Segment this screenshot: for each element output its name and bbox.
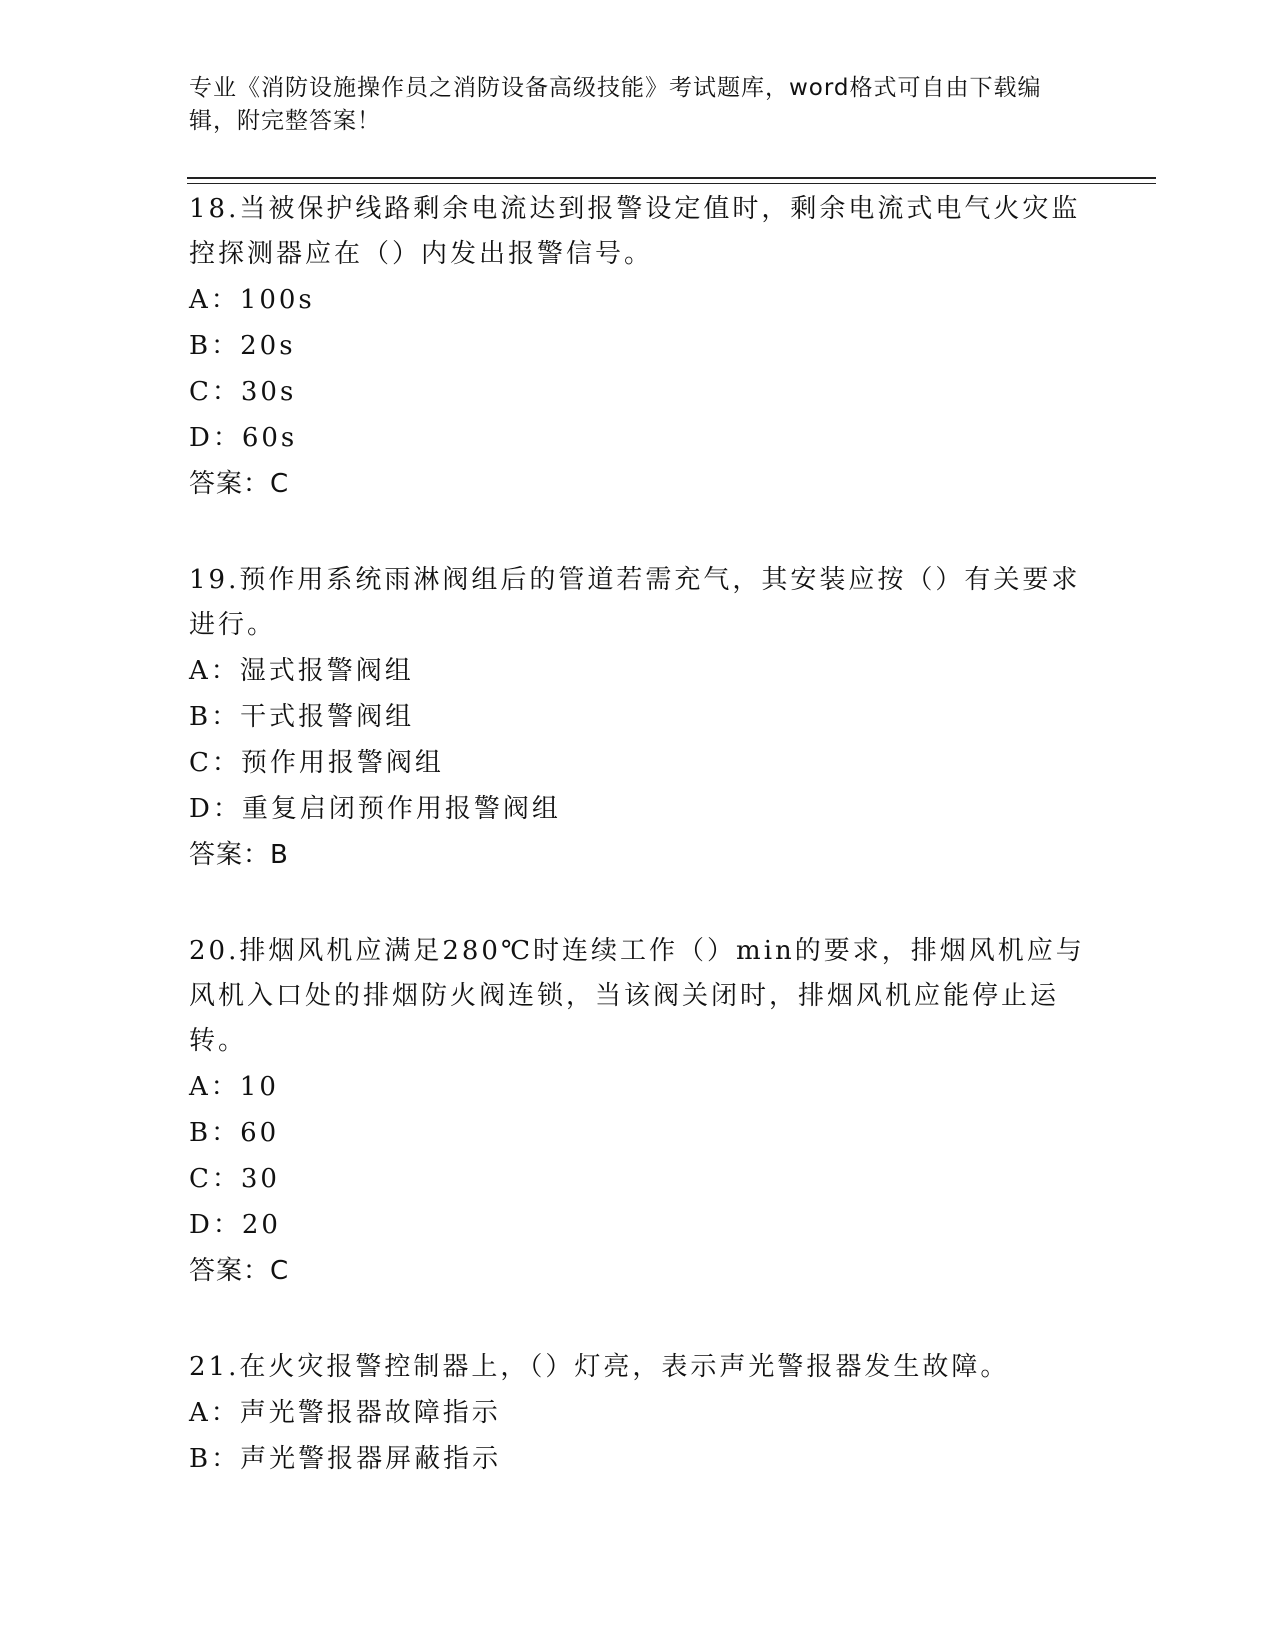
answer-line: 答案：C — [189, 469, 290, 499]
option-a: A：10 — [189, 1072, 279, 1102]
header-divider-thin — [187, 183, 1156, 184]
question-20 — [189, 929, 1089, 1294]
question-18 — [189, 187, 1089, 507]
option-b: B：声光警报器屏蔽指示 — [189, 1444, 502, 1474]
option-b: B：60 — [189, 1118, 280, 1148]
question-stem: 19.预作用系统雨淋阀组后的管道若需充气，其安装应按（）有关要求进行。 — [189, 565, 1081, 640]
option-a: A：声光警报器故障指示 — [189, 1398, 501, 1428]
option-c: C：30s — [189, 377, 297, 407]
answer-line: 答案：B — [189, 840, 289, 870]
option-b: B：20s — [189, 331, 296, 361]
option-d: D：重复启闭预作用报警阀组 — [189, 794, 561, 824]
option-c: C：30 — [189, 1164, 280, 1194]
question-stem: 20.排烟风机应满足280℃时连续工作（）min的要求，排烟风机应与风机入口处的排烟防火阀连锁，当该阀关闭时，排烟风机应能停止运转。 — [189, 936, 1085, 1056]
question-19 — [189, 558, 1089, 878]
answer-line: 答案：C — [189, 1256, 290, 1286]
option-d: D：60s — [189, 423, 298, 453]
question-21 — [189, 1345, 1089, 1482]
option-d: D：20 — [189, 1210, 281, 1240]
document-header: 专业《消防设施操作员之消防设备高级技能》考试题库，word格式可自由下载编辑，附完整答案！ — [189, 75, 1042, 134]
header-divider-thick — [187, 177, 1156, 179]
question-stem: 21.在火灾报警控制器上，（）灯亮，表示声光警报器发生故障。 — [189, 1352, 1010, 1382]
option-a: A：100s — [189, 285, 315, 315]
option-c: C：预作用报警阀组 — [189, 748, 444, 778]
question-list — [189, 187, 1089, 1533]
option-b: B：干式报警阀组 — [189, 702, 415, 732]
question-stem: 18.当被保护线路剩余电流达到报警设定值时，剩余电流式电气火灾监控探测器应在（）内发出报警信号。 — [189, 194, 1081, 269]
option-a: A：湿式报警阀组 — [189, 656, 414, 686]
